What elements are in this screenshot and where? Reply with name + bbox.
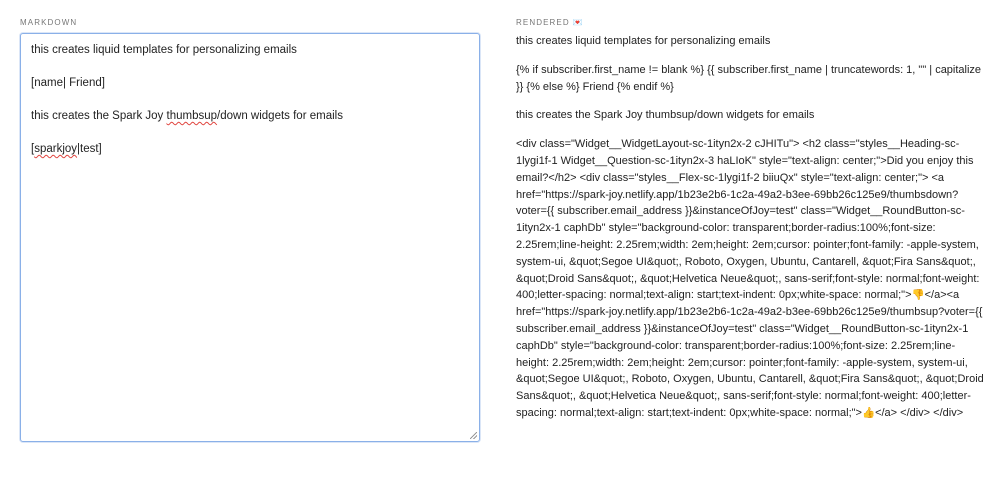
misspelled-word: sparkjoy [34, 143, 78, 155]
markdown-heading [20, 18, 77, 27]
resize-handle-icon[interactable] [470, 432, 477, 439]
code-text: </a><a href="https://spark-joy.netlify.app/1b23e2b6-1c2a-49a2-b3ee-69bb26c125e9/thumbsup?voter={{ subscriber.email_address }}&instanceOfJoy=test" class="Widget__RoundButton-sc-1ityn2x-1 caphDb" style="background-color: transparent;border-radius:100%;font-size: 2.25rem;line-height: 2.25rem;width: 2em;height: 2em;cursor: pointer;font-family: -apple-system, system-ui, &quot;Segoe UI&quot;, Roboto, Oxygen, Ubuntu, Cantarell, &quot;Fira Sans&quot;, &quot;Droid Sans&quot;, &quot;Helvetica Neue&quot;, sans-serif;font-style: normal;font-weight: 400;letter-spacing: normal;text-align: start;text-indent: 0px;white-space: normal;"> [516, 289, 984, 419]
code-text: </a> </div> </div> [875, 406, 964, 419]
love-letter-icon: 💌 [572, 18, 583, 27]
thumbs-up-icon: 👍 [861, 406, 876, 419]
editor-text: this creates the Spark Joy [31, 110, 167, 122]
editor-line: this creates liquid templates for personalizing emails [31, 44, 297, 56]
rendered-code-block [516, 136, 986, 422]
markdown-heading-label: MARKDOWN [20, 18, 78, 27]
editor-line [31, 108, 469, 125]
rendered-output [516, 33, 986, 434]
editor-text: [ [31, 143, 35, 155]
editor-line [31, 141, 469, 158]
markdown-editor[interactable] [20, 33, 480, 442]
rendered-paragraph: {% if subscriber.first_name != blank %} {{ subscriber.first_name | truncatewords: 1, "" | capitalize }} {% else %} Friend {% endif %} [516, 63, 982, 93]
editor-text: |test] [77, 143, 102, 155]
editor-text: /down widgets for emails [217, 110, 343, 122]
editor-line: [name| Friend] [31, 77, 105, 89]
code-text: <div class="Widget__WidgetLayout-sc-1ityn2x-2 cJHITu"> <h2 class="styles__Heading-sc-1lygi1f-1 Widget__Question-sc-1ityn2x-3 haLIoK" style="text-align: center;">Did you enjoy this email?</h2> <div class="styles__Flex-sc-1lygi1f-2 biiuQx" style="text-align: center;"> <a href="https://spark-joy.netlify.app/1b23e2b6-1c2a-49a2-b3ee-69bb26c125e9/thumbsdown?voter={{ subscriber.email_address }}&instanceOfJoy=test" class="Widget__RoundButton-sc-1ityn2x-1 caphDb" style="background-color: transparent;border-radius:100%;font-size: 2.25rem;line-height: 2.25rem;width: 2em;height: 2em;cursor: pointer;font-family: -apple-system, system-ui, &quot;Segoe UI&quot;, Roboto, Oxygen, Ubuntu, Cantarell, &quot;Fira Sans&quot;, &quot;Droid Sans&quot;, &quot;Helvetica Neue&quot;, sans-serif;font-style: normal;font-weight: 400;letter-spacing: normal;text-align: start;text-indent: 0px;white-space: normal;"> [516, 138, 980, 302]
thumbs-down-icon: 👎 [911, 289, 925, 302]
rendered-paragraph: this creates the Spark Joy thumbsup/down widgets for emails [516, 109, 815, 122]
rendered-paragraph: this creates liquid templates for personalizing emails [516, 35, 771, 47]
misspelled-word: thumbsup [166, 110, 218, 122]
rendered-heading-label: RENDERED [516, 18, 570, 27]
rendered-heading [516, 18, 583, 27]
